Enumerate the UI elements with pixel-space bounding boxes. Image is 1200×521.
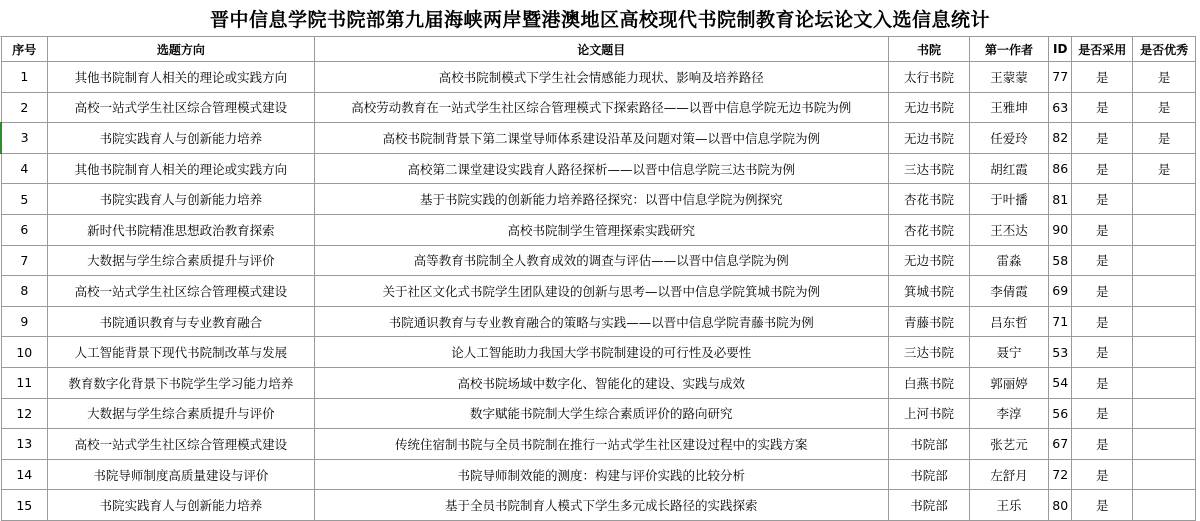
- header-cell-first-author[interactable]: 第一作者: [970, 37, 1049, 62]
- title-row[interactable]: [0, 0, 1200, 37]
- paper-title-cell[interactable]: 高校第二课堂建设实践育人路径探析——以晋中信息学院三达书院为例: [314, 153, 888, 184]
- id-cell[interactable]: 86: [1049, 153, 1072, 184]
- id-cell[interactable]: 72: [1049, 459, 1072, 490]
- row-number-cell[interactable]: 3: [1, 123, 48, 154]
- accepted-cell[interactable]: 是: [1072, 276, 1133, 307]
- table-row: [1, 398, 1196, 429]
- paper-title-cell[interactable]: 传统住宿制书院与全员书院制在推行一站式学生社区建设过程中的实践方案: [314, 429, 888, 460]
- accepted-cell[interactable]: 是: [1072, 367, 1133, 398]
- college-cell[interactable]: 无边书院: [889, 123, 970, 154]
- college-cell[interactable]: 无边书院: [889, 92, 970, 123]
- id-cell[interactable]: 82: [1049, 123, 1072, 154]
- excellent-cell[interactable]: [1133, 429, 1196, 460]
- accepted-cell[interactable]: 是: [1072, 92, 1133, 123]
- row-number-cell[interactable]: 4: [1, 153, 48, 184]
- row-number-cell[interactable]: 1: [1, 62, 48, 93]
- paper-title-cell[interactable]: 书院导师制效能的测度：构建与评价实践的比较分析: [314, 459, 888, 490]
- first-author-cell[interactable]: 郭丽婷: [970, 367, 1049, 398]
- paper-title-cell[interactable]: 论人工智能助力我国大学书院制建设的可行性及必要性: [314, 337, 888, 368]
- topic-direction-cell[interactable]: 其他书院制育人相关的理论或实践方向: [48, 153, 314, 184]
- header-row: [1, 37, 1196, 62]
- paper-title-cell[interactable]: 高等教育书院制全人教育成效的调查与评估——以晋中信息学院为例: [314, 245, 888, 276]
- first-author-cell[interactable]: 李倩霞: [970, 276, 1049, 307]
- row-number-cell[interactable]: 5: [1, 184, 48, 215]
- header-cell-direction[interactable]: 选题方向: [48, 37, 314, 62]
- excellent-cell[interactable]: 是: [1133, 123, 1196, 154]
- excellent-cell[interactable]: 是: [1133, 62, 1196, 93]
- paper-title-cell[interactable]: 关于社区文化式书院学生团队建设的创新与思考—以晋中信息学院箕城书院为例: [314, 276, 888, 307]
- first-author-cell[interactable]: 左舒月: [970, 459, 1049, 490]
- topic-direction-cell[interactable]: 教育数字化背景下书院学生学习能力培养: [48, 367, 314, 398]
- table-row: [1, 92, 1196, 123]
- college-cell[interactable]: 书院部: [889, 459, 970, 490]
- table-row: [1, 62, 1196, 93]
- college-cell[interactable]: 三达书院: [889, 153, 970, 184]
- excellent-cell[interactable]: [1133, 367, 1196, 398]
- id-cell[interactable]: 53: [1049, 337, 1072, 368]
- table-row: [1, 276, 1196, 307]
- excellent-cell[interactable]: [1133, 276, 1196, 307]
- paper-title-cell[interactable]: 高校书院场域中数字化、智能化的建设、实践与成效: [314, 367, 888, 398]
- excellent-cell[interactable]: [1133, 337, 1196, 368]
- table-row: [1, 123, 1196, 154]
- table-row: [1, 153, 1196, 184]
- id-cell[interactable]: 54: [1049, 367, 1072, 398]
- first-author-cell[interactable]: 张艺元: [970, 429, 1049, 460]
- row-number-cell[interactable]: 12: [1, 398, 48, 429]
- topic-direction-cell[interactable]: 新时代书院精准思想政治教育探索: [48, 214, 314, 245]
- college-cell[interactable]: 杏花书院: [889, 214, 970, 245]
- topic-direction-cell[interactable]: 大数据与学生综合素质提升与评价: [48, 398, 314, 429]
- first-author-cell[interactable]: 任爱玲: [970, 123, 1049, 154]
- id-cell[interactable]: 67: [1049, 429, 1072, 460]
- paper-title-cell[interactable]: 基于书院实践的创新能力培养路径探究：以晋中信息学院为例探究: [314, 184, 888, 215]
- topic-direction-cell[interactable]: 书院导师制度高质量建设与评价: [48, 459, 314, 490]
- excellent-cell[interactable]: [1133, 184, 1196, 215]
- header-cell-id[interactable]: ID: [1049, 37, 1072, 62]
- first-author-cell[interactable]: 王乐: [970, 490, 1049, 521]
- row-number-cell[interactable]: 15: [1, 490, 48, 521]
- college-cell[interactable]: 箕城书院: [889, 276, 970, 307]
- topic-direction-cell[interactable]: 高校一站式学生社区综合管理模式建设: [48, 276, 314, 307]
- row-number-cell[interactable]: 2: [1, 92, 48, 123]
- topic-direction-cell[interactable]: 书院实践育人与创新能力培养: [48, 123, 314, 154]
- id-cell[interactable]: 58: [1049, 245, 1072, 276]
- table-row: [1, 429, 1196, 460]
- id-cell[interactable]: 80: [1049, 490, 1072, 521]
- row-number-cell[interactable]: 9: [1, 306, 48, 337]
- first-author-cell[interactable]: 吕东哲: [970, 306, 1049, 337]
- table-row: [1, 337, 1196, 368]
- row-number-cell[interactable]: 6: [1, 214, 48, 245]
- excellent-cell[interactable]: [1133, 245, 1196, 276]
- row-number-cell[interactable]: 8: [1, 276, 48, 307]
- topic-direction-cell[interactable]: 高校一站式学生社区综合管理模式建设: [48, 429, 314, 460]
- table-row: [1, 214, 1196, 245]
- college-cell[interactable]: 太行书院: [889, 62, 970, 93]
- id-cell[interactable]: 81: [1049, 184, 1072, 215]
- table-row: [1, 490, 1196, 521]
- college-cell[interactable]: 无边书院: [889, 245, 970, 276]
- excellent-cell[interactable]: [1133, 214, 1196, 245]
- excellent-cell[interactable]: 是: [1133, 153, 1196, 184]
- accepted-cell[interactable]: 是: [1072, 459, 1133, 490]
- id-cell[interactable]: 69: [1049, 276, 1072, 307]
- table-row: [1, 367, 1196, 398]
- row-number-cell[interactable]: 10: [1, 337, 48, 368]
- paper-title-cell[interactable]: 高校书院制学生管理探索实践研究: [314, 214, 888, 245]
- table-row: [1, 184, 1196, 215]
- first-author-cell[interactable]: 于叶播: [970, 184, 1049, 215]
- first-author-cell[interactable]: 胡红霞: [970, 153, 1049, 184]
- accepted-cell[interactable]: 是: [1072, 337, 1133, 368]
- sheet-edge: [1196, 36, 1200, 505]
- id-cell[interactable]: 56: [1049, 398, 1072, 429]
- topic-direction-cell[interactable]: 书院实践育人与创新能力培养: [48, 184, 314, 215]
- table-row: [1, 245, 1196, 276]
- paper-title-cell[interactable]: 高校劳动教育在一站式学生社区综合管理模式下探索路径——以晋中信息学院无边书院为例: [314, 92, 888, 123]
- row-number-cell[interactable]: 13: [1, 429, 48, 460]
- paper-title-cell[interactable]: 高校书院制模式下学生社会情感能力现状、影响及培养路径: [314, 62, 888, 93]
- first-author-cell[interactable]: 雷淼: [970, 245, 1049, 276]
- college-cell[interactable]: 三达书院: [889, 337, 970, 368]
- paper-title-cell[interactable]: 基于全员书院制育人模式下学生多元成长路径的实践探索: [314, 490, 888, 521]
- topic-direction-cell[interactable]: 人工智能背景下现代书院制改革与发展: [48, 337, 314, 368]
- table-row: [1, 306, 1196, 337]
- accepted-cell[interactable]: 是: [1072, 123, 1133, 154]
- accepted-cell[interactable]: 是: [1072, 62, 1133, 93]
- excellent-cell[interactable]: [1133, 398, 1196, 429]
- paper-title-cell[interactable]: 高校书院制背景下第二课堂导师体系建设沿革及问题对策—以晋中信息学院为例: [314, 123, 888, 154]
- topic-direction-cell[interactable]: 大数据与学生综合素质提升与评价: [48, 245, 314, 276]
- paper-title-cell[interactable]: 书院通识教育与专业教育融合的策略与实践——以晋中信息学院青藤书院为例: [314, 306, 888, 337]
- id-cell[interactable]: 90: [1049, 214, 1072, 245]
- college-cell[interactable]: 青藤书院: [889, 306, 970, 337]
- accepted-cell[interactable]: 是: [1072, 245, 1133, 276]
- table-body: [1, 62, 1196, 521]
- college-cell[interactable]: 白燕书院: [889, 367, 970, 398]
- table-row: [1, 459, 1196, 490]
- header-cell-college[interactable]: 书院: [889, 37, 970, 62]
- excellent-cell[interactable]: 是: [1133, 92, 1196, 123]
- college-cell[interactable]: 书院部: [889, 429, 970, 460]
- id-cell[interactable]: 77: [1049, 62, 1072, 93]
- topic-direction-cell[interactable]: 其他书院制育人相关的理论或实践方向: [48, 62, 314, 93]
- row-number-cell[interactable]: 7: [1, 245, 48, 276]
- sheet-title: 晋中信息学院书院部第九届海峡两岸暨港澳地区高校现代书院制教育论坛论文入选信息统计: [209, 8, 990, 31]
- topic-direction-cell[interactable]: 书院通识教育与专业教育融合: [48, 306, 314, 337]
- excellent-cell[interactable]: [1133, 306, 1196, 337]
- header-cell-paper-title[interactable]: 论文题目: [314, 37, 888, 62]
- paper-title-cell[interactable]: 数字赋能书院制大学生综合素质评价的路向研究: [314, 398, 888, 429]
- id-cell[interactable]: 63: [1049, 92, 1072, 123]
- paper-selection-table: [0, 36, 1196, 521]
- accepted-cell[interactable]: 是: [1072, 153, 1133, 184]
- college-cell[interactable]: 杏花书院: [889, 184, 970, 215]
- accepted-cell[interactable]: 是: [1072, 214, 1133, 245]
- first-author-cell[interactable]: 聂宁: [970, 337, 1049, 368]
- header-cell-excellent[interactable]: 是否优秀: [1133, 37, 1196, 62]
- college-cell[interactable]: 上河书院: [889, 398, 970, 429]
- row-number-cell[interactable]: 14: [1, 459, 48, 490]
- first-author-cell[interactable]: 王丕达: [970, 214, 1049, 245]
- topic-direction-cell[interactable]: 书院实践育人与创新能力培养: [48, 490, 314, 521]
- header-cell-accepted[interactable]: 是否采用: [1072, 37, 1133, 62]
- accepted-cell[interactable]: 是: [1072, 490, 1133, 521]
- topic-direction-cell[interactable]: 高校一站式学生社区综合管理模式建设: [48, 92, 314, 123]
- header-cell-no[interactable]: 序号: [1, 37, 48, 62]
- first-author-cell[interactable]: 王蒙蒙: [970, 62, 1049, 93]
- row-number-cell[interactable]: 11: [1, 367, 48, 398]
- accepted-cell[interactable]: 是: [1072, 398, 1133, 429]
- excellent-cell[interactable]: [1133, 459, 1196, 490]
- id-cell[interactable]: 71: [1049, 306, 1072, 337]
- excellent-cell[interactable]: [1133, 490, 1196, 521]
- accepted-cell[interactable]: 是: [1072, 184, 1133, 215]
- accepted-cell[interactable]: 是: [1072, 429, 1133, 460]
- first-author-cell[interactable]: 王雅坤: [970, 92, 1049, 123]
- accepted-cell[interactable]: 是: [1072, 306, 1133, 337]
- college-cell[interactable]: 书院部: [889, 490, 970, 521]
- first-author-cell[interactable]: 李淳: [970, 398, 1049, 429]
